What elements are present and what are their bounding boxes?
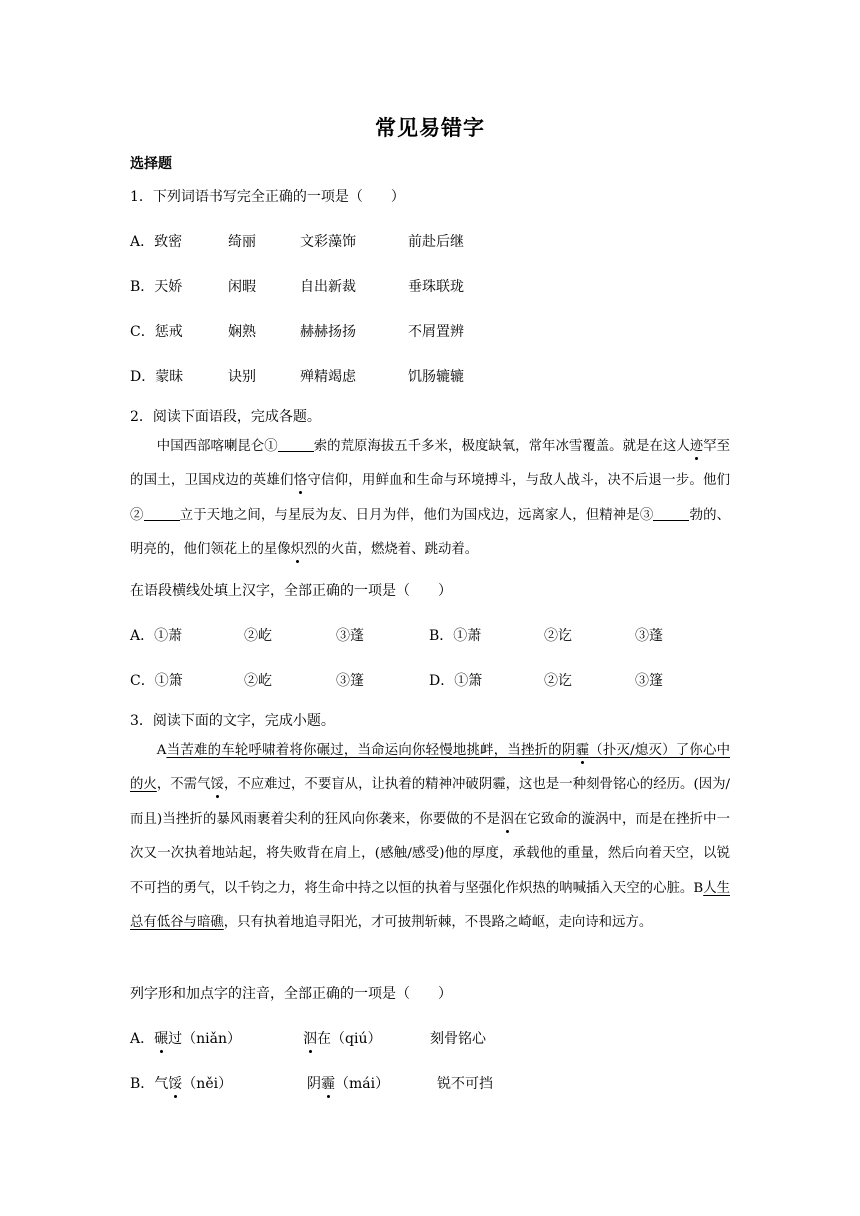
q1-option-c-word-3: 赫赫扬扬 <box>300 324 356 340</box>
passage-text: ，不应难过，不要盲从，让执着的精神冲破阴霾，这也是一种刻骨铭心的经历。(因为/而且)当挫折的暴风雨裹着尖利的狂风向你袭来，你要做的不是 <box>130 777 731 827</box>
dotted-char: 馁 <box>210 777 224 793</box>
q3-option-a-part: 刻骨铭心 <box>430 1031 486 1047</box>
dotted-char: 炽 <box>290 542 305 558</box>
q3-option-a-part <box>303 1028 381 1048</box>
passage-text: 索的荒原海拔五千多米，极度缺氧，常年冰雪覆盖。就是在这人 <box>313 439 690 454</box>
option-text: 阴 <box>307 1076 321 1092</box>
passage-text: 在它致命的漩涡中，而是在挫折中一次又一次执着地站起，将失败背在肩上，(感触/感受)他的厚度，承载他的重量，然后向着天空，以锐不可挡的勇气，以千钧之力，将生命中持之以恒的执着与坚强化作炽热的呐喊插入天空的心脏。 <box>130 811 731 896</box>
q1-option-a-word-3: 文彩藻饰 <box>300 234 356 250</box>
dotted-char: 迹 <box>689 439 704 454</box>
passage-text: 勃的、明亮的，他们领花上的星像 <box>130 507 731 558</box>
question-3-sub-stem: 列字形和加点字的注音，全部正确的一项是（ ） <box>130 986 452 1002</box>
q3-option-b-part: 锐不可挡 <box>437 1076 493 1092</box>
passage-text: 烈的火苗，燃烧着、跳动着。 <box>304 542 479 558</box>
q1-option-c-word-4: 不屑置辨 <box>408 324 464 340</box>
passage-text: 罕至的国土，卫国戍边的英雄们 <box>130 439 731 489</box>
q1-option-d-word-3: 殚精竭虑 <box>300 369 356 385</box>
passage-text: ，不需气 <box>156 777 211 793</box>
option-text: （mái） <box>335 1076 390 1092</box>
blank-2[interactable] <box>144 506 180 521</box>
q1-option-d-word-2: 诀别 <box>228 369 256 385</box>
q1-option-d-word-4: 饥肠辘辘 <box>408 369 464 385</box>
q2-option-b[interactable]: B．①萧 <box>429 628 482 644</box>
dotted-char: 碾 <box>154 1031 169 1047</box>
question-1-stem: 1．下列词语书写完全正确的一项是（ ） <box>130 189 405 205</box>
q1-option-b-word-2: 闲暇 <box>228 279 256 295</box>
option-text: 在（qiú） <box>317 1031 382 1047</box>
q3-option-b-part <box>307 1073 389 1093</box>
q2-option-a[interactable]: A．①萧 <box>130 628 183 644</box>
option-text: （něi） <box>182 1076 233 1092</box>
q1-option-a-word-2: 绮丽 <box>228 234 256 250</box>
passage-text: 中国西部喀喇昆仑 <box>156 439 265 454</box>
option-text: 过（niǎn） <box>168 1031 241 1047</box>
underlined-sentence-b: 人生总有低谷与暗礁 <box>130 880 730 931</box>
passage-text: 当苦难的车轮呼啸着将你碾过，当命运向你轻慢地挑衅，当挫折的阴 <box>166 743 576 758</box>
blank-marker-2: ② <box>130 507 144 523</box>
section-heading: 选择题 <box>130 156 172 172</box>
q1-option-a-word-4: 前赴后继 <box>408 234 464 250</box>
question-2-sub-stem: 在语段横线处填上汉字，全部正确的一项是（ ） <box>130 583 452 599</box>
blank-1[interactable] <box>278 437 314 452</box>
passage-text: 立于天地之间，与星辰为友、日月为伴，他们为国戍边，远离家人，但精神是 <box>179 507 640 523</box>
question-3-stem: 3．阅读下面的文字，完成小题。 <box>130 713 335 729</box>
q2-option-a-part: ②屹 <box>244 628 272 644</box>
option-letter: A． <box>130 1031 155 1047</box>
q1-option-a-word-1[interactable]: A．致密 <box>130 234 183 250</box>
q1-option-c-word-1[interactable]: C．惩戒 <box>130 324 183 340</box>
question-3-passage <box>130 734 730 940</box>
q2-option-d-part: ③篷 <box>635 673 663 689</box>
q2-option-b-part: ③蓬 <box>635 628 663 644</box>
q2-option-b-part: ②讫 <box>544 628 572 644</box>
dotted-char: 恪 <box>293 473 308 489</box>
dotted-char: 泅 <box>303 1031 317 1047</box>
blank-marker-1: ① <box>264 439 278 454</box>
blank-marker-3: ③ <box>639 507 654 523</box>
q2-option-c-part: ②屹 <box>244 673 272 689</box>
dotted-char: 霾 <box>321 1076 335 1092</box>
q1-option-c-word-2: 娴熟 <box>228 324 256 340</box>
q1-option-d-word-1[interactable]: D．蒙昧 <box>130 369 184 385</box>
q2-option-d[interactable]: D．①箫 <box>429 673 483 689</box>
q3-option-b[interactable] <box>130 1073 232 1093</box>
question-2-stem: 2．阅读下面语段，完成各题。 <box>130 409 321 425</box>
passage-text: ，只有执着地追寻阳光，才可披荆斩棘，不畏路之崎岖，走向诗和远方。 <box>223 915 653 931</box>
page-title: 常见易错字 <box>375 115 485 140</box>
q1-option-b-word-4: 垂珠联珑 <box>408 279 464 295</box>
q1-option-b-word-1[interactable]: B．天娇 <box>130 279 183 295</box>
q2-option-c-part: ③篷 <box>336 673 364 689</box>
dotted-char: 馁 <box>168 1076 183 1092</box>
q2-option-a-part: ③蓬 <box>336 628 364 644</box>
q2-option-c[interactable]: C．①箫 <box>130 673 183 689</box>
q2-option-d-part: ②讫 <box>544 673 572 689</box>
label-b: B <box>693 880 704 896</box>
q3-option-a[interactable] <box>130 1028 241 1048</box>
passage-text: 守信仰，用鲜血和生命与环境搏斗，与敌人战斗，决不后退一步。他们 <box>307 473 731 489</box>
blank-3[interactable] <box>653 506 689 521</box>
dotted-char: 霾 <box>575 743 590 758</box>
label-a: A <box>156 743 167 758</box>
dotted-char: 泅 <box>500 811 514 827</box>
question-2-passage <box>130 430 730 568</box>
passage-text: （扑灭/熄灭）了你心中的火 <box>130 743 731 793</box>
option-text: B．气 <box>130 1076 169 1092</box>
q1-option-b-word-3: 自出新裁 <box>300 279 356 295</box>
